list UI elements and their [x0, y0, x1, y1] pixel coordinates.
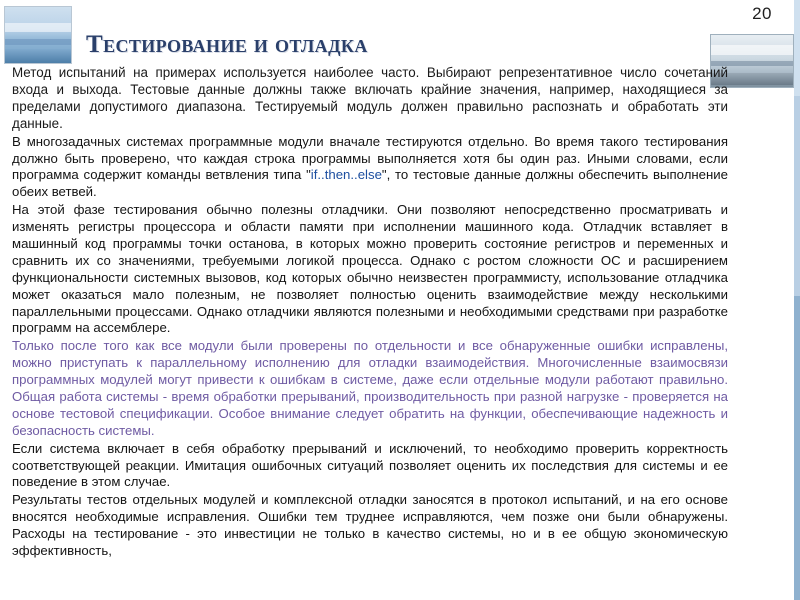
- decorative-band: [5, 23, 71, 32]
- paragraph-3: На этой фазе тестирования обычно полезны отладчики. Они позволяют непосредственно просматривать и изменять регистры процессора и области памяти при исполнении машинного кода. Отладчик вставляет в машинный код программы точки останова, в которых можно проверить состояние регистров и переменных и сравнить их со значениями, требуемыми логикой процесса. Однако с ростом сложности ОС и расширением функциональности системных вызовов, код которых обычно неизвестен программисту, использование отладчика может оказаться мало полезным, не позволяет полностью оценить взаимодействие между несколькими параллельными процессами. Однако отладчики являются полезными и необходимыми средствами при разработке программ на ассемблере.: [12, 202, 728, 336]
- paragraph-2: [12, 134, 728, 202]
- paragraph-1: Метод испытаний на примерах используется наиболее часто. Выбирают репрезентативное число сочетаний входа и выхода. Тестовые данные должны также включать крайние значения, например, находящиеся за пределами допустимого диапазона. Тестируемый модуль должен правильно распознать и обработать эти данные.: [12, 65, 728, 132]
- decorative-band: [5, 39, 71, 45]
- decorative-band: [5, 49, 71, 63]
- page-number: 20: [752, 4, 772, 23]
- paragraph-2-part-a: В многозадачных системах программные модули вначале тестируются отдельно. Во время такого тестирования должно быть проверено, что каждая строка программы выполняется хотя бы один раз. Иными словами, если программа содержит команды ветвления типа ": [12, 133, 728, 183]
- paragraph-2-part-b: ", то тестовые данные должны обеспечить выполнение обеих ветвей.: [12, 167, 728, 200]
- slide-body: [12, 64, 728, 561]
- accent-segment: [794, 0, 800, 96]
- accent-segment: [794, 96, 800, 296]
- inline-code-if-then-else: if..then..else: [310, 167, 382, 183]
- decorative-band: [711, 45, 793, 55]
- right-accent-bar: [794, 0, 800, 600]
- decorative-image-left: [4, 6, 72, 64]
- page-title: Тестирование и отладка: [86, 30, 368, 58]
- paragraph-6: Результаты тестов отдельных модулей и комплексной отладки заносятся в протокол испытаний, и на его основе вносятся необходимые исправления. Ошибки тем труднее исправляются, чем позже они были обнаружены. Расходы на тестирование - это инвестиции не только в качество системы, но и в ее общую экономическую эффективность,: [12, 492, 728, 558]
- paragraph-4: Только после того как все модули были проверены по отдельности и все обнаруженные ошибки исправлены, можно приступать к параллельному исполнению для отладки взаимодействия. Многочисленные взаимосвязи программных модулей могут привести к ошибкам в системе, даже если отдельные модули работают правильно. Общая работа системы - время обработки прерываний, производительность при разной нагрузке - проверяется на основе тестовой спецификации. Особое внимание следует обратить на функции, обеспечивающие надежность и безопасность системы.: [12, 338, 728, 438]
- paragraph-5: Если система включает в себя обработку прерываний и исключений, то необходимо проверить корректность соответствующей реакции. Имитация ошибочных ситуаций позволяет оценить их последствия для системы и ее поведение в этом случае.: [12, 440, 728, 490]
